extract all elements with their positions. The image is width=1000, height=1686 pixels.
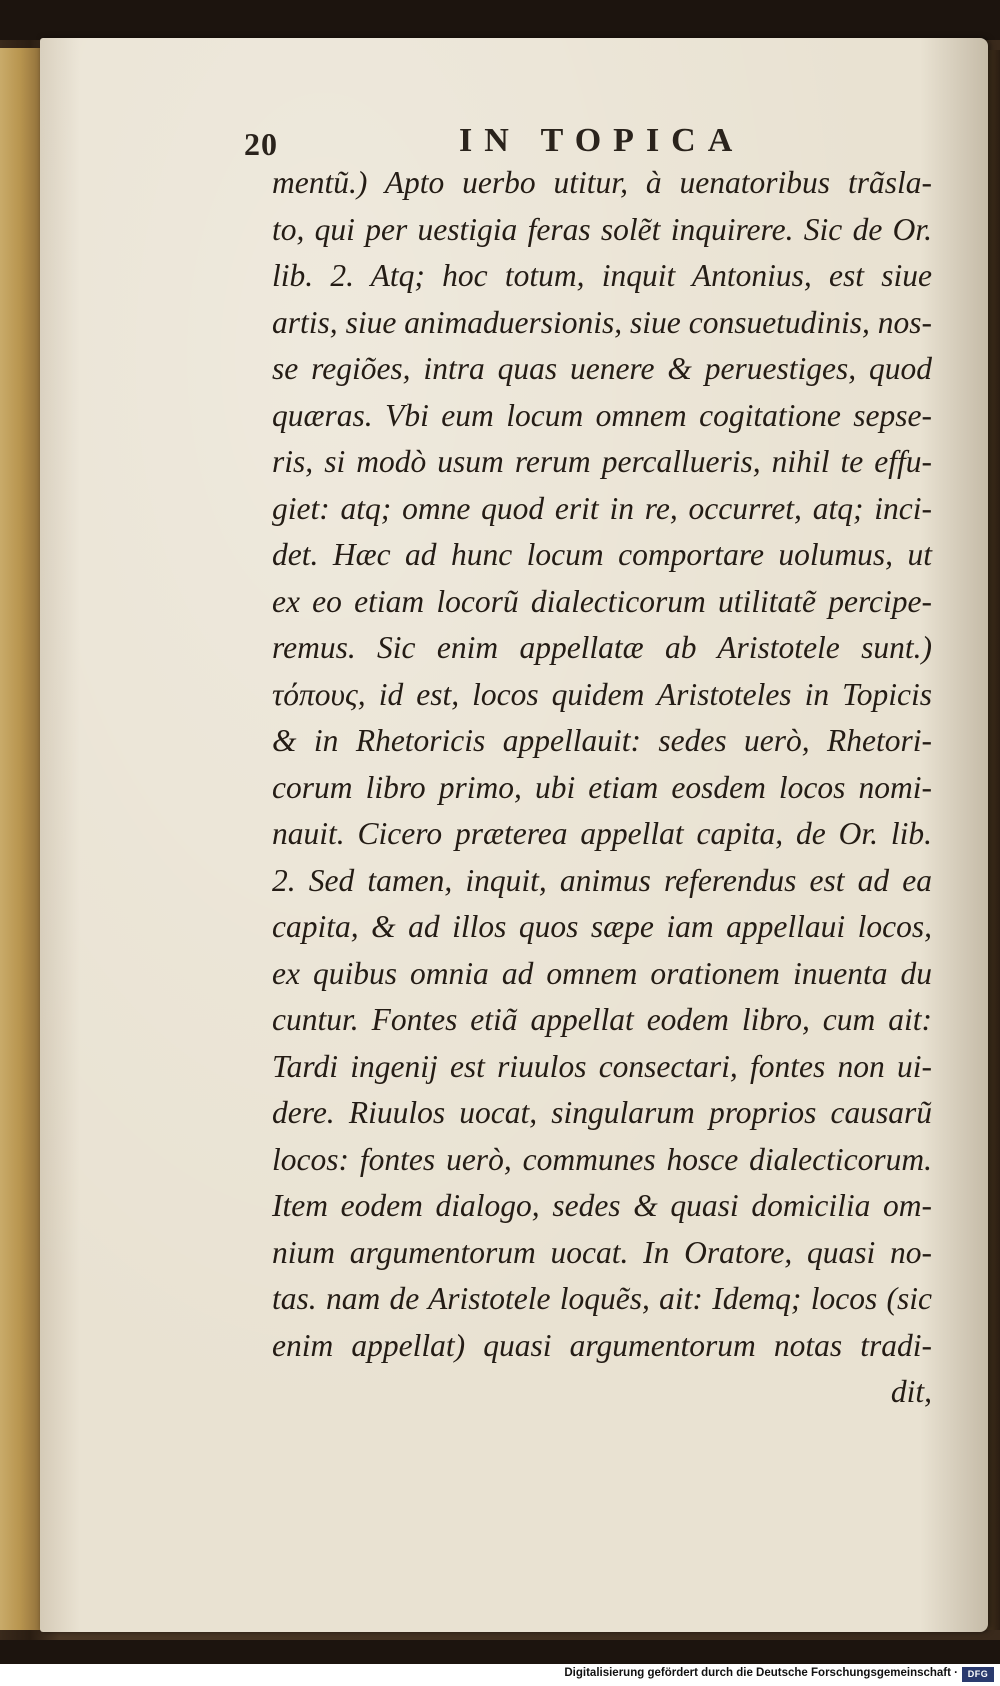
text-line: det. Hæc ad hunc locum comportare uolumus, ut [272, 537, 932, 572]
text-line: & in Rhetoricis appellauit: sedes uerò, Rhetori- [272, 723, 932, 758]
text-line: nauit. Cicero præterea appellat capita, de Or. lib. [272, 816, 932, 851]
text-line: se regiões, intra quas uenere & peruestiges, quod [272, 351, 932, 386]
text-line: ris, si modò usum rerum percallueris, nihil te effu- [272, 444, 932, 479]
text-line: giet: atq; omne quod erit in re, occurret, atq; inci- [272, 490, 932, 526]
text-block [272, 160, 932, 1416]
text-line: 2. Sed tamen, inquit, animus referendus est ad ea [272, 862, 932, 898]
digitization-footer [0, 1664, 1000, 1686]
funding-notice: Digitalisierung gefördert durch die Deutsche Forschungsgemeinschaft · [564, 1667, 958, 1679]
text-line: capita, & ad illos quos sæpe iam appellaui locos, [272, 909, 932, 944]
dfg-logo: DFG [962, 1667, 994, 1682]
text-line: artis, siue animaduersionis, siue consuetudinis, nos- [272, 304, 932, 340]
text-line: to, qui per uestigia feras solẽt inquirere. Sic de Or. [272, 211, 932, 247]
text-line: dere. Riuulos uocat, singularum proprios causarũ [272, 1095, 932, 1130]
text-line: τόπους, id est, locos quidem Aristoteles in Topicis [272, 676, 932, 712]
text-line: lib. 2. Atq; hoc totum, inquit Antonius, est siue [272, 258, 932, 293]
text-line: cuntur. Fontes etiã appellat eodem libro, cum ait: [272, 1002, 932, 1037]
text-line: Tardi ingenij est riuulos consectari, fontes non ui- [272, 1048, 932, 1084]
left-board-edge [0, 48, 44, 1630]
catchword: dit, [890, 1374, 932, 1409]
text-line: mentũ.) Apto uerbo utitur, à uenatoribus trãsla- [272, 165, 932, 200]
running-title: IN TOPICA [459, 122, 745, 159]
text-line: tas. nam de Aristotele loquẽs, ait: Idemq; locos (sic [272, 1281, 932, 1316]
text-line: ex eo etiam locorũ dialecticorum utilitatẽ percipe- [272, 583, 932, 619]
text-line: corum libro primo, ubi etiam eosdem locos nomi- [272, 769, 932, 805]
text-line: locos: fontes uerò, communes hosce dialecticorum. [272, 1141, 932, 1177]
page-header [244, 122, 944, 162]
folio-number: 20 [244, 126, 278, 162]
text-line: Item eodem dialogo, sedes & quasi domicilia om- [272, 1188, 932, 1223]
text-line: ex quibus omnia ad omnem orationem inuenta du [272, 955, 932, 991]
text-line: quæras. Vbi eum locum omnem cogitatione sepse- [272, 397, 932, 433]
text-line: enim appellat) quasi argumentorum notas tradi- [272, 1327, 932, 1363]
text-line: remus. Sic enim appellatæ ab Aristotele sunt.) [272, 630, 932, 665]
text-line: nium argumentorum uocat. In Oratore, quasi no- [272, 1234, 932, 1270]
